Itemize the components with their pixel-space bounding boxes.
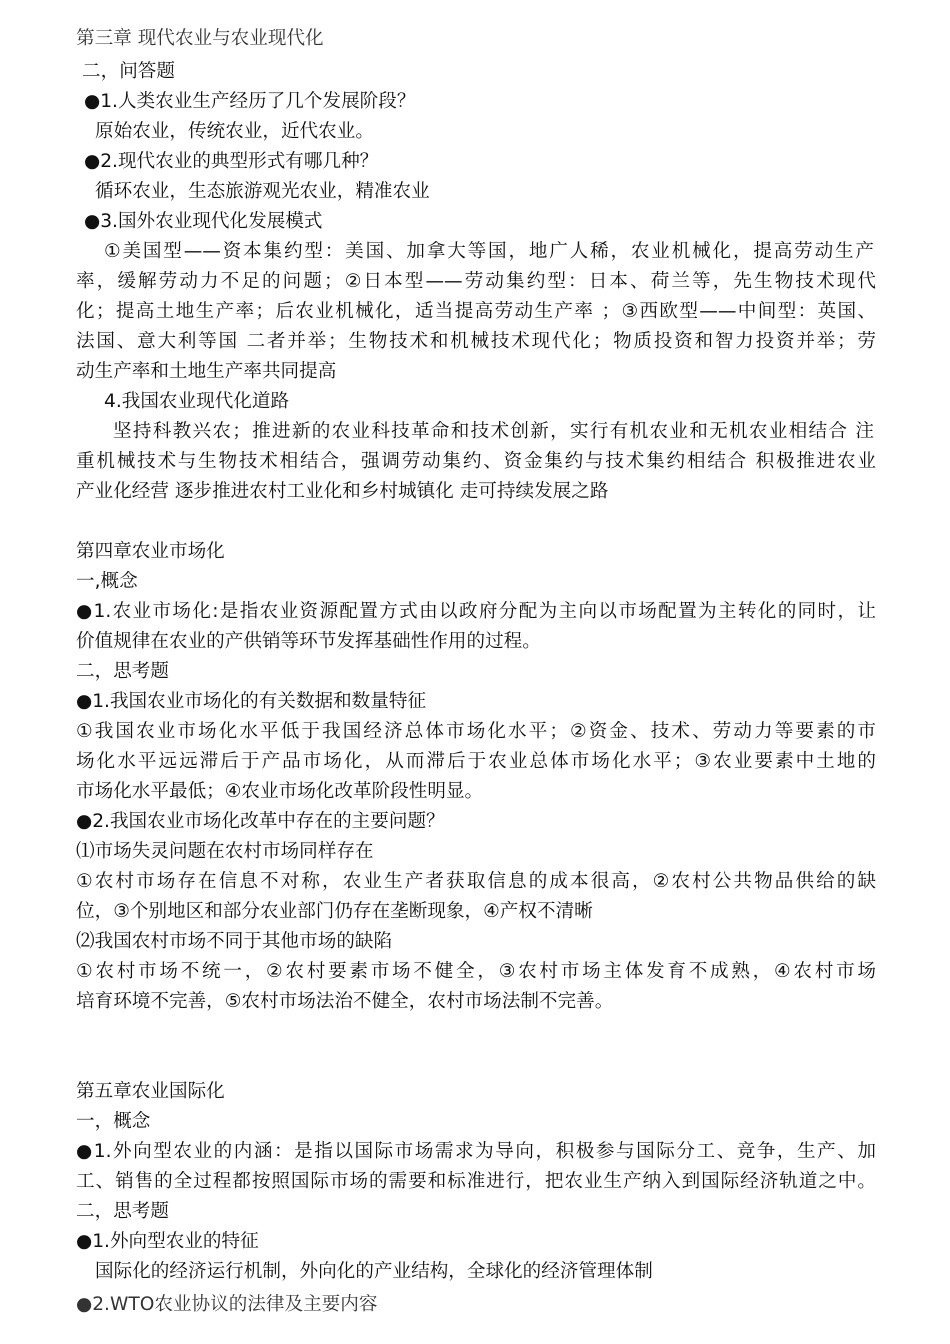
ch5-concept-line: 工、销售的全过程都按照国际市场的需要和标准进行，把农业生产纳入到国际经济轨道之中。 bbox=[76, 1171, 876, 1192]
ch4-concept-line: ●1.农业市场化:是指农业资源配置方式由以政府分配为主向以市场配置为主转化的同时，让 bbox=[76, 601, 876, 622]
ch4-subanswer-1-line: 位，③个别地区和部分农业部门仍存在垄断现象，④产权不清晰 bbox=[76, 901, 593, 922]
ch3-answer-3-line: 率，缓解劳动力不足的问题；②日本型——劳动集约型：日本、荷兰等，先生物技术现代 bbox=[76, 271, 876, 292]
ch4-answer-1-line: 市场化水平最低；④农业市场化改革阶段性明显。 bbox=[76, 781, 484, 802]
cut-off-heading bbox=[0, 0, 950, 49]
ch4-subquestion-2: ⑵我国农村市场不同于其他市场的缺陷 bbox=[76, 931, 393, 952]
ch4-subanswer-2-line: ①农村市场不统一，②农村要素市场不健全，③农村市场主体发育不成熟，④农村市场 bbox=[76, 961, 876, 982]
ch3-answer-2: 循环农业，生态旅游观光农业，精准农业 bbox=[95, 181, 430, 202]
ch3-question-3: ●3.国外农业现代化发展模式 bbox=[84, 211, 323, 232]
ch3-answer-3-line: ①美国型——资本集约型：美国、加拿大等国，地广人稀，农业机械化，提高劳动生产 bbox=[104, 241, 874, 262]
ch3-question-4: 4.我国农业现代化道路 bbox=[104, 391, 290, 412]
chapter3-title-partial: 第三章 现代农业与农业现代化 bbox=[76, 28, 324, 49]
ch3-section-heading: 二，问答题 bbox=[82, 61, 175, 82]
ch4-subanswer-2-line: 培育环境不完善，⑤农村市场法治不健全，农村市场法制不完善。 bbox=[76, 991, 614, 1012]
ch3-answer-4-line: 重机械技术与生物技术相结合，强调劳动集约、资金集约与技术集约相结合 积极推进农业 bbox=[76, 451, 876, 472]
ch4-subquestion-1: ⑴市场失灵问题在农村市场同样存在 bbox=[76, 841, 374, 862]
chapter5-title: 第五章农业国际化 bbox=[76, 1081, 225, 1102]
ch4-question-2: ●2.我国农业市场化改革中存在的主要问题？ bbox=[76, 811, 445, 832]
ch3-answer-3-line: 化；提高土地生产率；后农业机械化，适当提高劳动生产率 ；③西欧型——中间型：英国、 bbox=[76, 301, 876, 322]
ch3-question-1: ●1.人类农业生产经历了几个发展阶段？ bbox=[84, 91, 416, 112]
ch5-concept-line: ●1.外向型农业的内涵：是指以国际市场需求为导向，积极参与国际分工、竞争，生产、加 bbox=[76, 1141, 876, 1162]
ch4-subanswer-1-line: ①农村市场存在信息不对称，农业生产者获取信息的成本很高，②农村公共物品供给的缺 bbox=[76, 871, 876, 892]
ch4-answer-1-line: 场化水平远远滞后于产品市场化，从而滞后于农业总体市场化水平；③农业要素中土地的 bbox=[76, 751, 876, 772]
ch4-think-heading: 二，思考题 bbox=[76, 661, 169, 682]
ch3-answer-4-line: 产业化经营 逐步推进农村工业化和乡村城镇化 走可持续发展之路 bbox=[76, 481, 609, 502]
ch3-answer-3-line: 动生产率和土地生产率共同提高 bbox=[76, 361, 337, 382]
ch3-answer-4-line: 坚持科教兴农；推进新的农业科技革命和技术创新，实行有机农业和无机农业相结合 注 bbox=[113, 421, 874, 442]
ch4-question-1: ●1.我国农业市场化的有关数据和数量特征 bbox=[76, 691, 427, 712]
ch5-answer-1: 国际化的经济运行机制，外向化的产业结构，全球化的经济管理体制 bbox=[95, 1261, 653, 1282]
ch4-answer-1-line: ①我国农业市场化水平低于我国经济总体市场化水平；②资金、技术、劳动力等要素的市 bbox=[76, 721, 876, 742]
ch5-think-heading: 二，思考题 bbox=[76, 1201, 169, 1222]
ch3-answer-1: 原始农业，传统农业，近代农业。 bbox=[95, 121, 374, 142]
ch3-question-2: ●2.现代农业的典型形式有哪几种？ bbox=[84, 151, 379, 172]
ch4-concept-heading: 一,概念 bbox=[76, 571, 138, 592]
chapter4-title: 第四章农业市场化 bbox=[76, 541, 225, 562]
ch3-answer-3-line: 法国、意大利等国 二者并举；生物技术和机械技术现代化；物质投资和智力投资并举；劳 bbox=[76, 331, 876, 352]
ch5-concept-heading: 一，概念 bbox=[76, 1111, 151, 1132]
ch5-question-1: ●1.外向型农业的特征 bbox=[76, 1231, 259, 1252]
ch5-question-2-partial: ●2.WTO农业协议的法律及主要内容 bbox=[76, 1294, 378, 1315]
cut-off-next-question bbox=[0, 1290, 950, 1315]
ch4-concept-line: 价值规律在农业的产供销等环节发挥基础性作用的过程。 bbox=[76, 631, 541, 652]
